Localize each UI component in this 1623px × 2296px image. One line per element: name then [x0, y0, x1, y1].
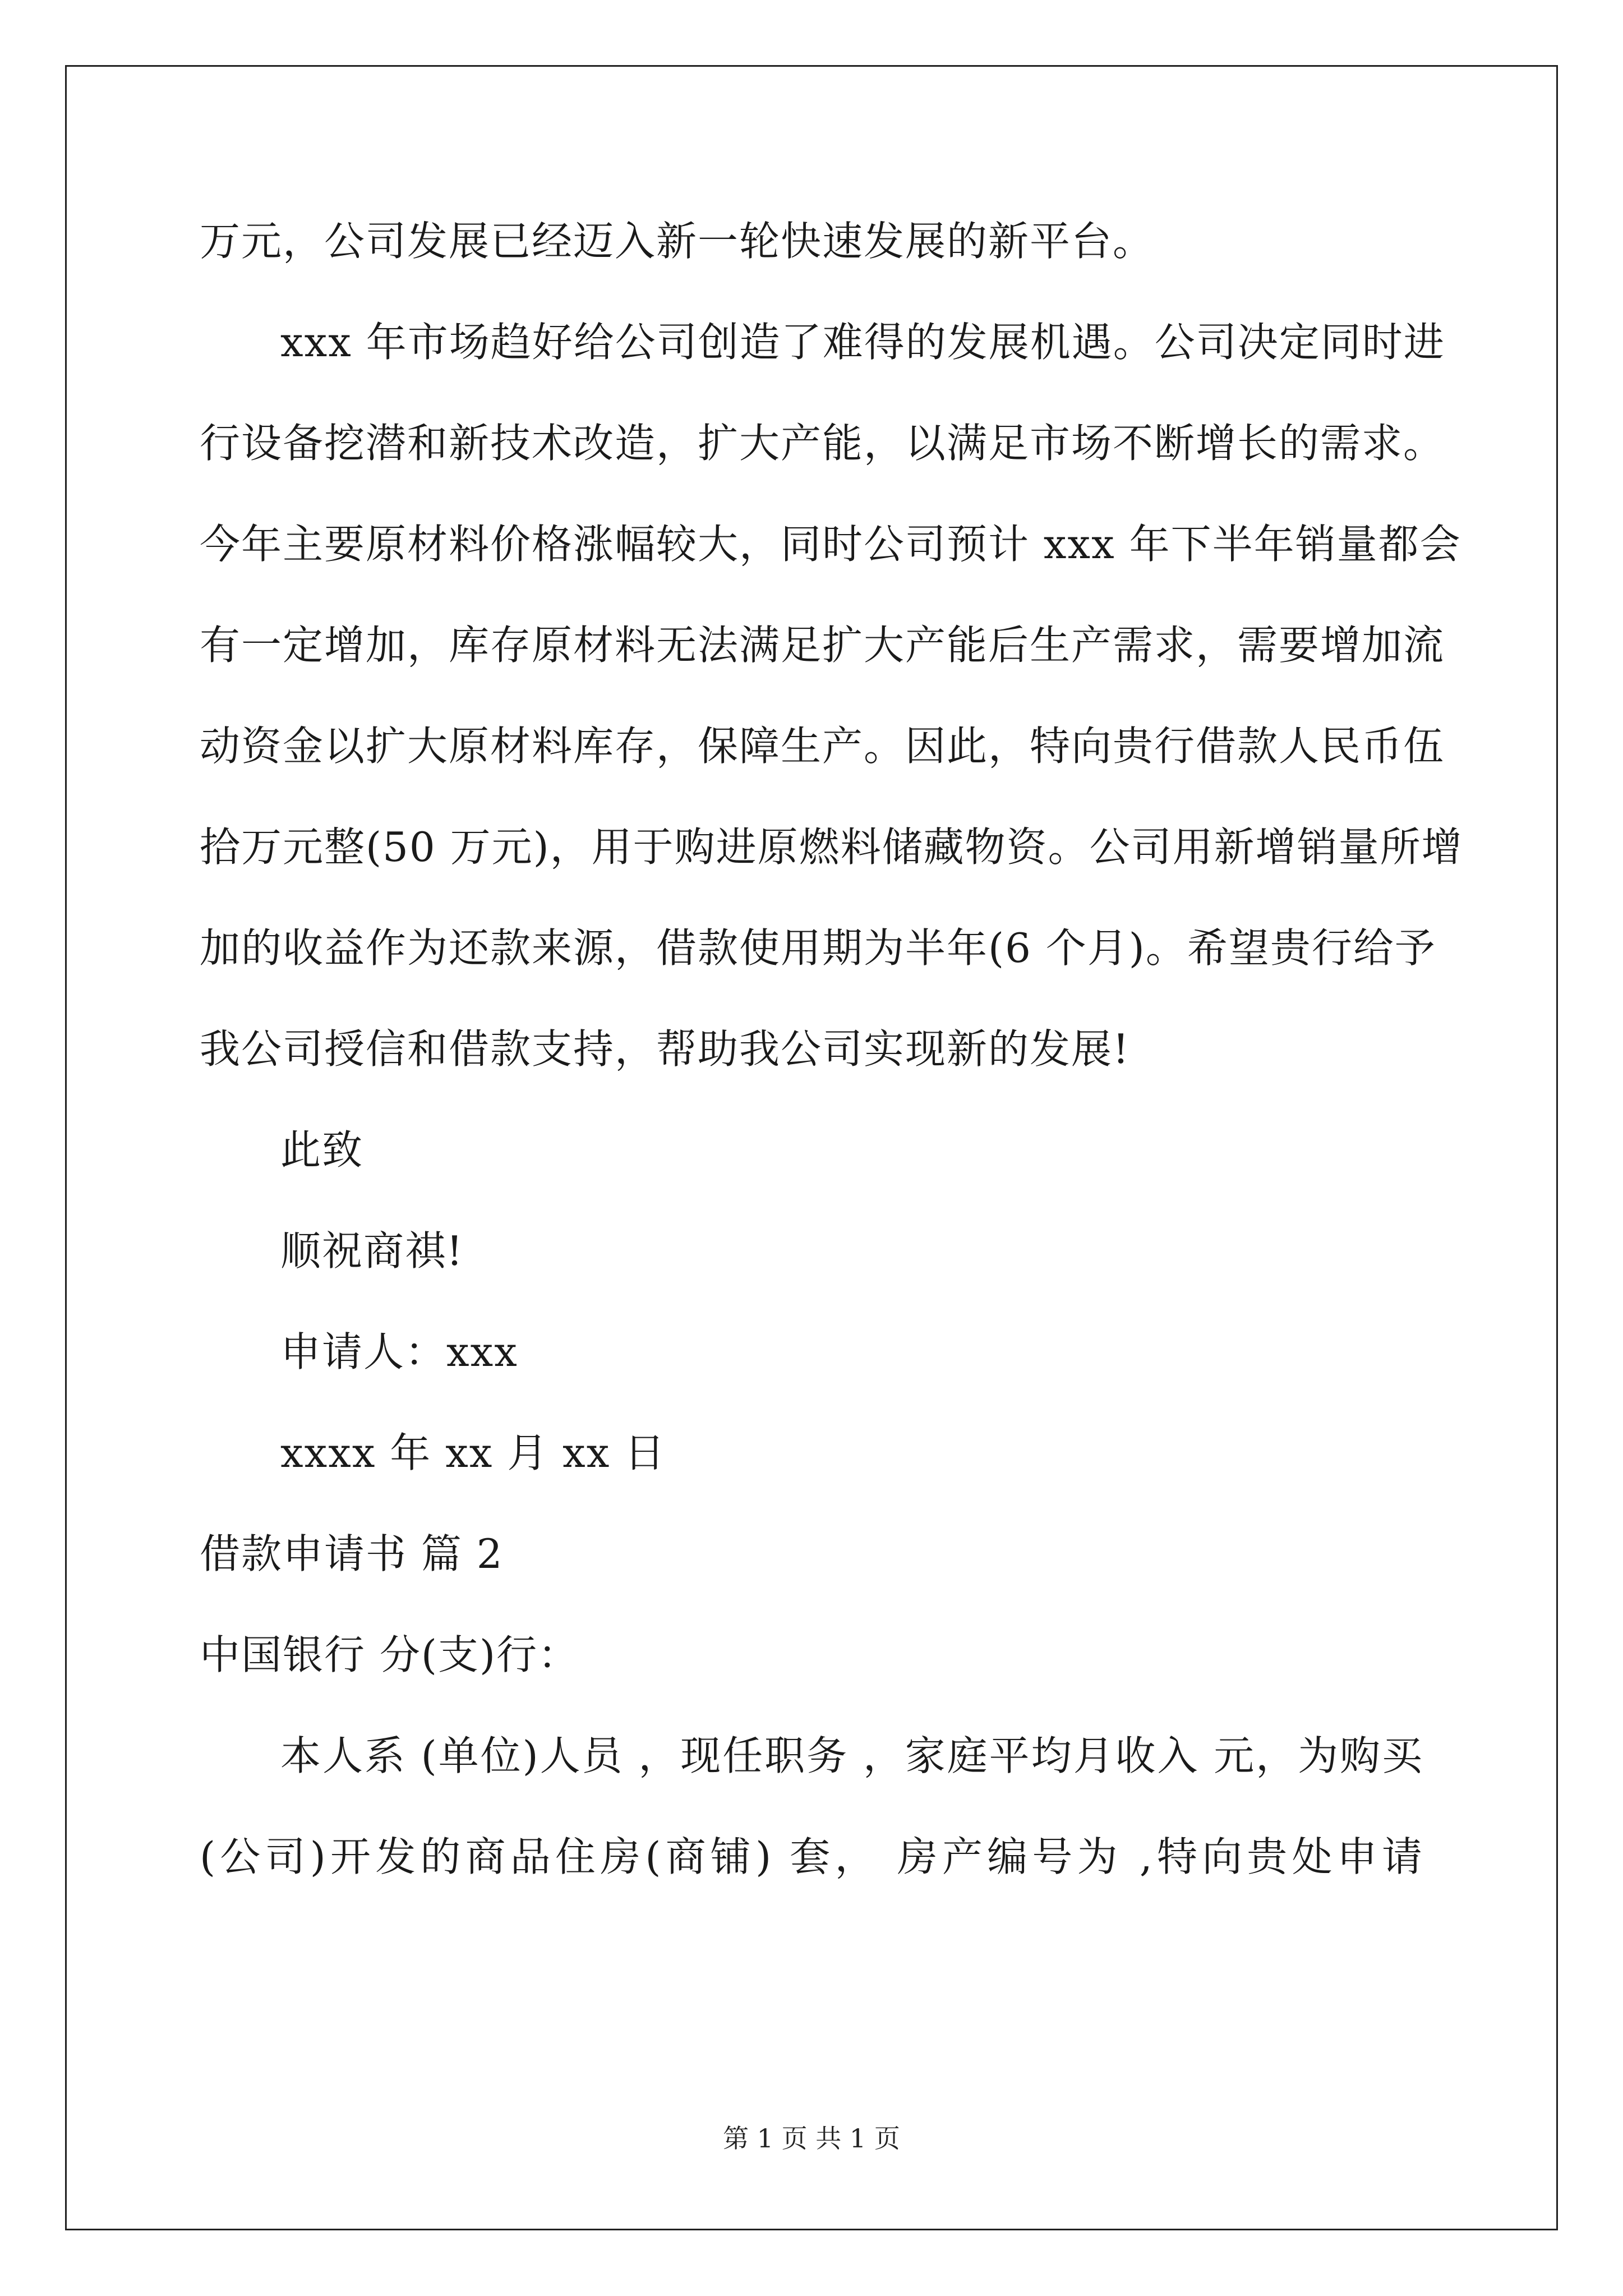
paragraph-line: 行设备挖潜和新技术改造，扩大产能，以满足市场不断增长的需求。	[200, 420, 1445, 467]
paragraph-line: 加的收益作为还款来源，借款使用期为半年(6 个月)。希望贵行给予	[200, 924, 1436, 972]
body-line: 万元，公司发展已经迈入新一轮快速发展的新平台。	[200, 218, 1155, 265]
closing-wishes: 顺祝商祺!	[280, 1227, 464, 1274]
paragraph-line: 有一定增加，库存原材料无法满足扩大产能后生产需求，需要增加流	[200, 622, 1445, 669]
paragraph-line: 拾万元整(50 万元)，用于购进原燃料储藏物资。公司用新增销量所增	[200, 823, 1463, 871]
paragraph-line: 本人系 (单位)人员 ，现任职务 ，家庭平均月收入 元，为购买	[280, 1732, 1423, 1779]
addressee-line: 中国银行 分(支)行：	[200, 1631, 580, 1678]
paragraph-line: 动资金以扩大原材料库存，保障生产。因此，特向贵行借款人民币伍	[200, 723, 1445, 770]
paragraph-line: 今年主要原材料价格涨幅较大，同时公司预计 xxx 年下半年销量都会	[200, 521, 1461, 568]
applicant-line: 申请人：xxx	[280, 1328, 518, 1375]
paragraph-line: (公司)开发的商品住房(商铺) 套， 房产编号为 ,特向贵处申请	[200, 1833, 1423, 1880]
paragraph-line: xxx 年市场趋好给公司创造了难得的发展机遇。公司决定同时进	[280, 319, 1445, 366]
page-number: 第 1 页 共 1 页	[723, 2123, 900, 2154]
closing-salutation: 此致	[280, 1126, 364, 1174]
date-line: xxxx 年 xx 月 xx 日	[280, 1429, 666, 1476]
section-heading: 借款申请书 篇 2	[200, 1530, 504, 1577]
paragraph-line: 我公司授信和借款支持，帮助我公司实现新的发展!	[200, 1025, 1130, 1073]
